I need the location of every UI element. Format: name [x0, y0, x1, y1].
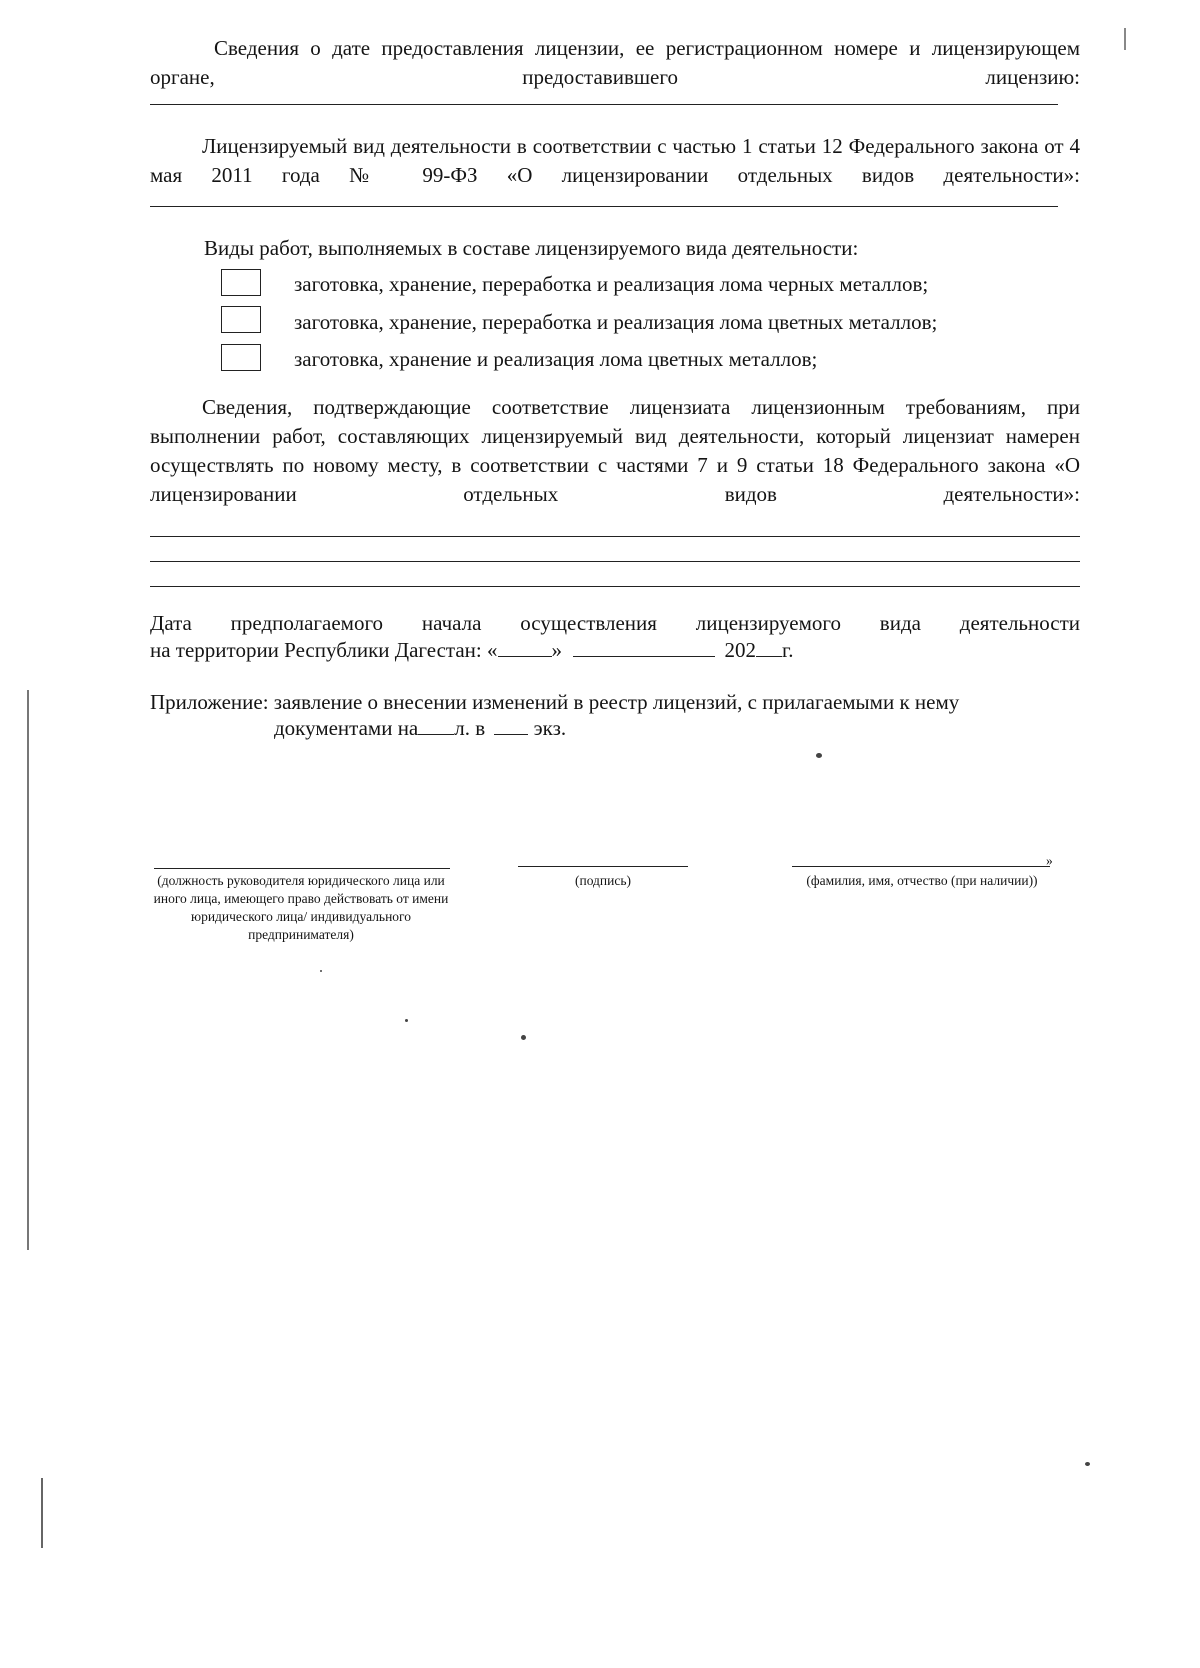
grant-info-paragraph: Сведения о дате предоставления лицензии, ее регистрационном номере и лицензирующем органе, предоставившего лицензию: [150, 36, 1080, 89]
scan-speck-2 [816, 753, 822, 758]
attachment-line-1: Приложение: заявление о внесении изменений в реестр лицензий, с прилагаемыми к нему [150, 690, 960, 714]
start-date-line-2 [150, 636, 794, 665]
position-caption: (должность руководителя юридического лица или иного лица, имеющего право действовать от имени юридического лица/ индивидуального предпринимателя) [153, 873, 449, 942]
name-caption: (фамилия, имя, отчество (при наличии)) [806, 873, 1038, 888]
compliance-line-2[interactable] [150, 561, 1080, 562]
work-type-option-3: заготовка, хранение и реализация лома цветных металлов; [294, 347, 818, 371]
sheets-count-field[interactable] [418, 714, 454, 735]
work-types-heading: Виды работ, выполняемых в составе лицензируемого вида деятельности: [204, 236, 859, 260]
scan-speck-5 [320, 970, 322, 972]
start-date-line-1: Дата предполагаемого начала осуществления лицензируемого вида деятельности [150, 611, 1080, 635]
signature-caption: (подпись) [574, 873, 632, 888]
attachment-prefix: документами на [274, 716, 419, 740]
scan-speck-3 [405, 1019, 408, 1022]
start-date-quote-close: » [551, 638, 562, 662]
sheets-label: л. в [454, 716, 486, 740]
start-date-prefix: на территории Республики Дагестан: « [150, 638, 498, 662]
work-type-checkbox-3[interactable] [221, 344, 261, 371]
start-year-field[interactable] [756, 636, 782, 657]
start-year-suffix: г. [782, 638, 794, 662]
scan-edge-mark-left-bottom [41, 1478, 43, 1548]
start-year-prefix: 202 [724, 638, 756, 662]
copies-label: экз. [533, 716, 567, 740]
scan-edge-mark-right [1124, 28, 1126, 50]
start-day-field[interactable] [498, 636, 552, 657]
work-type-checkbox-1[interactable] [221, 269, 261, 296]
activity-paragraph: Лицензируемый вид деятельности в соответствии с частью 1 статьи 12 Федерального закона от 4 мая 2011 года № 99-ФЗ «О лицензировании отдельных видов деятельности»: [150, 134, 1080, 187]
attachment-line-2 [274, 714, 566, 743]
copies-count-field[interactable] [494, 714, 528, 735]
scan-speck-1 [521, 1035, 526, 1040]
grant-info-line[interactable] [150, 104, 1058, 105]
work-type-checkbox-2[interactable] [221, 306, 261, 333]
name-closing-quote: » [1046, 853, 1053, 868]
compliance-line-3[interactable] [150, 586, 1080, 587]
position-line[interactable] [154, 868, 450, 869]
name-line[interactable] [792, 866, 1050, 867]
work-type-option-1: заготовка, хранение, переработка и реализация лома черных металлов; [294, 272, 929, 296]
start-month-field[interactable] [573, 636, 715, 657]
compliance-line-1[interactable] [150, 536, 1080, 537]
activity-line[interactable] [150, 206, 1058, 207]
signature-line[interactable] [518, 866, 688, 867]
work-type-option-2: заготовка, хранение, переработка и реализация лома цветных металлов; [294, 310, 938, 334]
scan-speck-4 [1085, 1462, 1090, 1466]
scan-edge-mark-left [27, 690, 29, 1250]
compliance-paragraph: Сведения, подтверждающие соответствие лицензиата лицензионным требованиям, при выполнении работ, составляющих лицензируемый вид деятельности, который лицензиат намерен осуществлять по новому месту, в соответствии с частями 7 и 9 статьи 18 Федерального закона «О лицензировании отдельных видов деятельности»: [150, 395, 1080, 506]
